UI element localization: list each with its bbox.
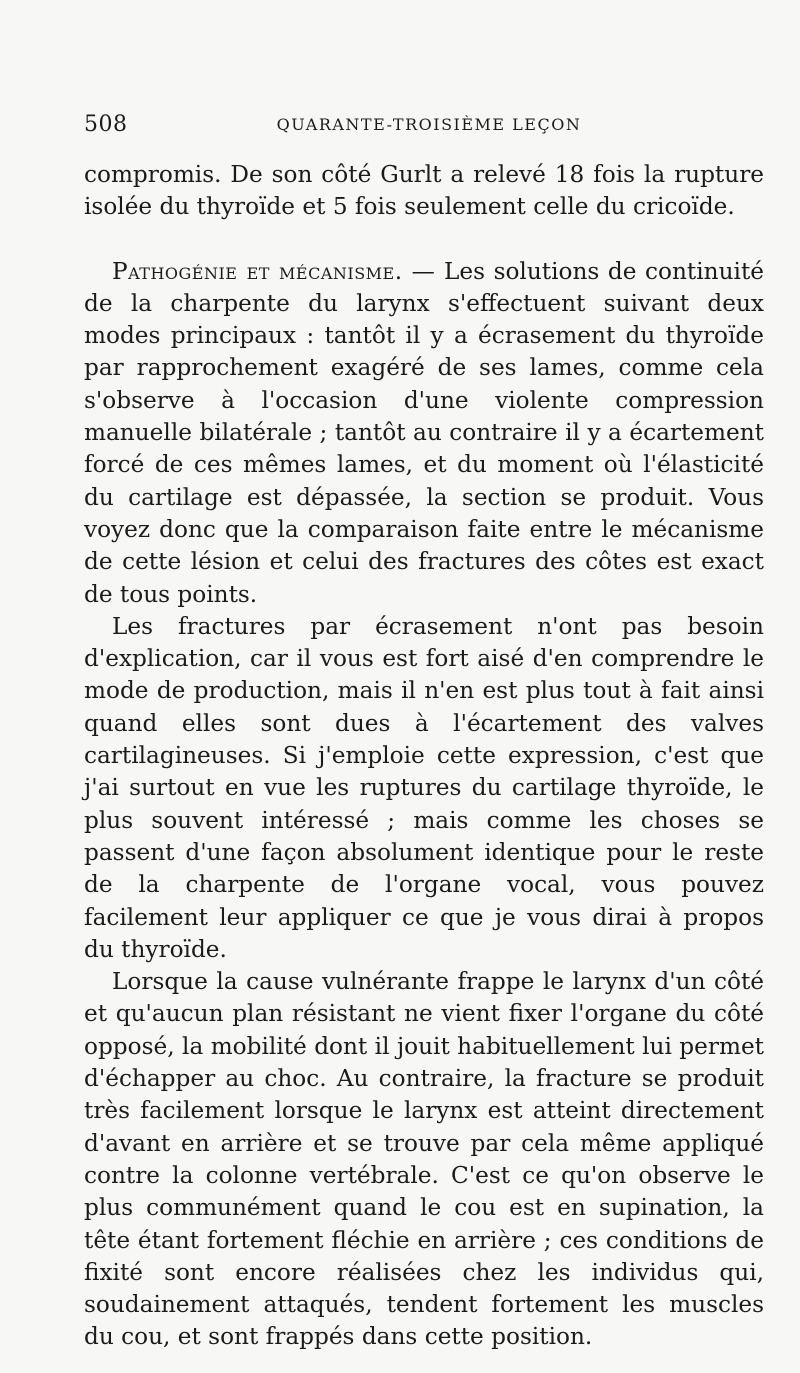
running-head: QUARANTE-TROISIÈME LEÇON — [276, 115, 582, 134]
paragraph-text: Les fractures par écrasement n'ont pas besoin d'explication, car il vous est fort aisé d'en comprendre le mode de production, mais il n'en est plus tout à fait ainsi quand elles sont dues à l'écartement des valves cartilagineuses. Si j'emploie cette expression, c'est que j'ai surtout en vue les ruptures du cartilage thyroïde, le plus souvent intéressé ; mais comme les choses se passent d'une façon absolument identique pour le reste de la charpente de l'organe vocal, vous pouvez facilement leur appliquer ce que je vous dirai à propos du thyroïde. — [84, 612, 764, 963]
paragraph-text: Lorsque la cause vulnérante frappe le larynx d'un côté et qu'aucun plan résistant ne vient fixer l'organe du côté opposé, la mobilité dont il jouit habituellement lui permet d'échapper au choc. Au contraire, la fracture se produit très facilement lorsque le larynx est atteint directement d'avant en arrière et se trouve par cela même appliqué contre la colonne vertébrale. C'est ce qu'on observe le plus communément quand le cou est en supination, la tête étant fortement fléchie en arrière ; ces conditions de fixité sont encore réalisées chez les individus qui, soudainement attaqués, tendent fortement les muscles du cou, et sont frappés dans cette position. — [84, 968, 764, 1351]
section-title: Pathogénie et mécanisme. — — [112, 257, 436, 285]
paragraph-continuation — [84, 159, 764, 224]
paragraph-text: Les solutions de continuité de la charpente du larynx s'effectuent suivant deux modes principaux : tantôt il y a écrasement du thyroïde par rapprochement exagéré de ses lames, comme cela s'observe à l'occasion d'une violente compression manuelle bilatérale ; tantôt au contraire il y a écartement forcé de ces mêmes lames, et du moment où l'élasticité du cartilage est dépassée, la section se produit. Vous voyez donc que la comparaison faite entre le mécanisme de cette lésion et celui des fractures des côtes est exact de tous points. — [84, 257, 764, 608]
page-header — [84, 112, 774, 142]
paragraph-fractures — [84, 611, 764, 966]
page-number: 508 — [84, 112, 128, 137]
body-text — [84, 159, 764, 1354]
paragraph-pathogenie — [84, 256, 764, 611]
paragraph-text: compromis. De son côté Gurlt a relevé 18 fois la rupture isolée du thyroïde et 5 fois seulement celle du cricoïde. — [84, 161, 764, 221]
paragraph-cause-vulnerante — [84, 966, 764, 1354]
